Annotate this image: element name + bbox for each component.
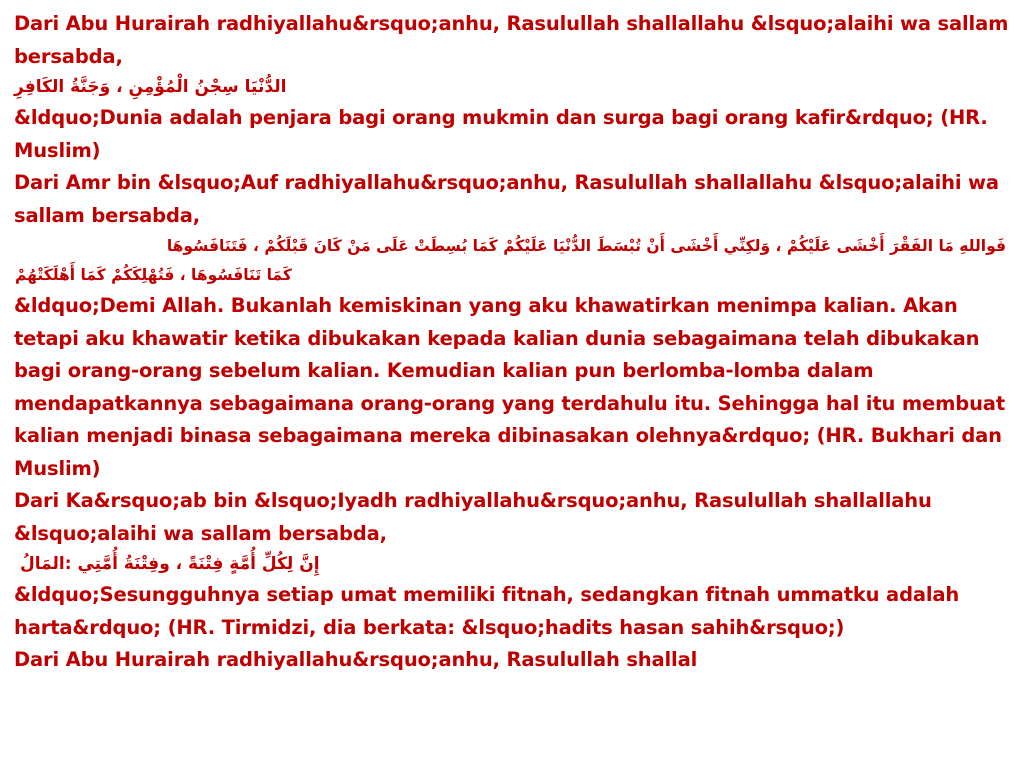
hadith-3-intro: Dari Ka&rsquo;ab bin &lsquo;Iyadh radhiyallahu&rsquo;anhu, Rasulullah shallallahu &lsquo;alaihi wa sallam bersabda, [14, 489, 932, 545]
hadith-2-intro: Dari Amr bin &lsquo;Auf radhiyallahu&rsquo;anhu, Rasulullah shallallahu &lsquo;alaihi wa sallam bersabda, [14, 171, 999, 227]
hadith-1-translation: &ldquo;Dunia adalah penjara bagi orang mukmin dan surga bagi orang kafir&rdquo; (HR. Muslim) [14, 106, 988, 162]
hadith-3-arabic: إِنَّ لِكُلِّ أُمَّةٍ فِتْنَةً ، وفِتْنَةُ أُمَّتِي :المَالُ [20, 554, 320, 574]
hadith-2-arabic-line-1: فَواللهِ مَا الفَقْرَ أَخْشَى عَلَيْكُمْ ، وَلكِنِّي أَخْشَى أَنْ تُبْسَطَ الدُّنْيَا عَلَيْكُمْ كَمَا بُسِطَتْ عَلَى مَنْ كَانَ قَبْلَكُمْ ، فَتَنَافَسُوهَا [166, 237, 1006, 255]
hadith-2-translation: &ldquo;Demi Allah. Bukanlah kemiskinan yang aku khawatirkan menimpa kalian. Akan tetapi aku khawatir ketika dibukakan kepada kalian dunia sebagaimana telah dibukakan bagi orang-orang sebelum kalian. Kemudian kalian pun berlomba-lomba dalam mendapatkannya sebagaimana orang-orang yang terdahulu itu. Sehingga hal itu membuat kalian menjadi binasa sebagaimana mereka dibinasakan olehnya&rdquo; (HR. Bukhari dan Muslim) [14, 294, 1005, 480]
hadith-4-intro: Dari Abu Hurairah radhiyallahu&rsquo;anhu, Rasulullah shallal [14, 648, 698, 671]
hadith-3-translation: &ldquo;Sesungguhnya setiap umat memiliki fitnah, sedangkan fitnah ummatku adalah harta&rdquo; (HR. Tirmidzi, dia berkata: &lsquo;hadits hasan sahih&rsquo;) [14, 583, 960, 639]
hadith-1-intro: Dari Abu Hurairah radhiyallahu&rsquo;anhu, Rasulullah shallallahu &lsquo;alaihi wa sallam bersabda, [14, 12, 1009, 68]
hadith-1-arabic: الدُّنْيَا سِجْنُ الْمُؤْمِنِ ، وَجَنَّةُ الكَافِرِ [14, 77, 287, 97]
hadith-2-arabic-line-2: كَمَا تَنَافَسُوهَا ، فَتُهْلِكَكُمْ كَمَا أَهْلَكَتْهُمْ [15, 266, 292, 284]
